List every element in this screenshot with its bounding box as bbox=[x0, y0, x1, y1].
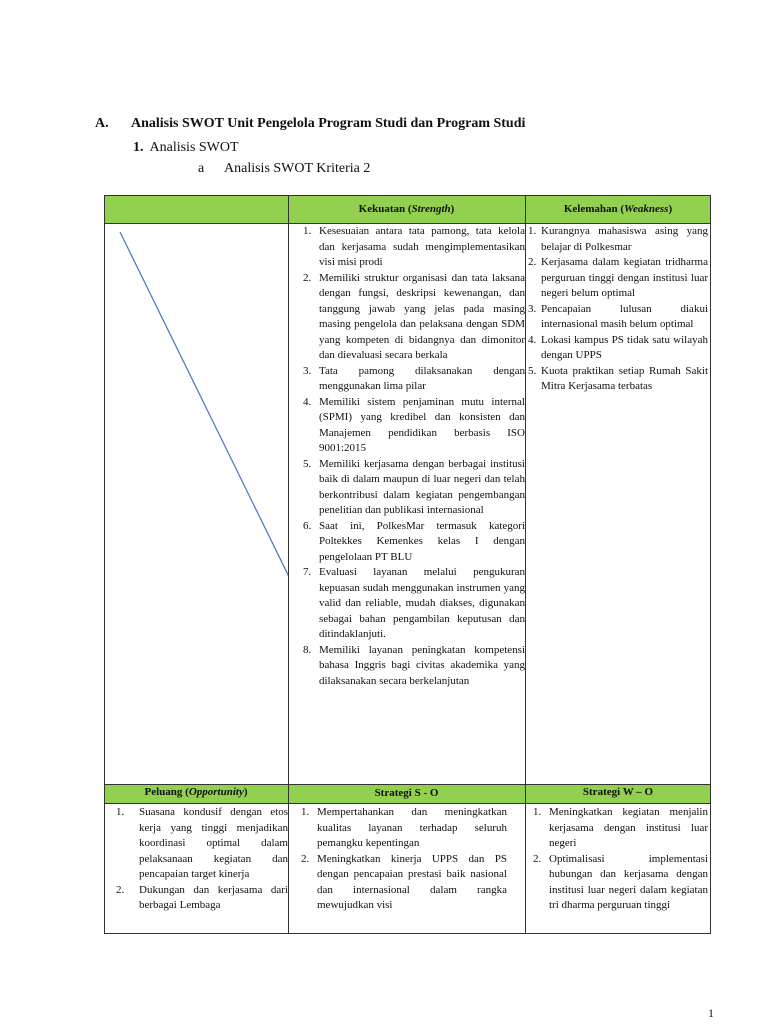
table-border-left bbox=[104, 195, 105, 934]
swot-table bbox=[104, 195, 711, 934]
list-item bbox=[526, 805, 708, 852]
strength-header-prefix: Kekuatan ( bbox=[358, 203, 412, 215]
list-item bbox=[291, 224, 525, 271]
list-item-number: 1. bbox=[533, 806, 542, 818]
list-item-number: 1. bbox=[301, 806, 310, 818]
list-item-number: 7. bbox=[303, 566, 312, 578]
subsubsection-heading bbox=[198, 161, 370, 177]
list-item-number: 2. bbox=[303, 271, 312, 284]
strength-header-suffix: ) bbox=[450, 203, 455, 215]
weakness-header-prefix: Kelemahan ( bbox=[563, 203, 625, 215]
section-number: A. bbox=[95, 116, 109, 131]
corner-header-cell bbox=[104, 195, 288, 223]
opportunity-header-suffix: ) bbox=[243, 786, 248, 798]
list-item-number: 8. bbox=[303, 643, 312, 656]
list-item-text: Memiliki layanan peningkatan kompetensi bahasa Inggris bagi civitas akademika yang dilaksanakan secara berkelanjutan bbox=[319, 643, 525, 687]
list-item-text: Memiliki sistem penjaminan mutu internal (SPMI) yang kredibel dan konsisten dan Manajemen pendidikan berbasis ISO 9001:2015 bbox=[319, 395, 525, 454]
opportunities-list bbox=[105, 805, 288, 914]
list-item-text: Saat ini, PolkesMar termasuk kategori Poltekkes Kemenkes kelas I dengan pengelolaan PT BLU bbox=[319, 519, 525, 563]
list-item-text: Tata pamong dilaksanakan dengan menggunakan lima pilar bbox=[319, 364, 525, 392]
opportunity-header bbox=[104, 784, 288, 803]
so-strategy-header-text: Strategi S - O bbox=[374, 787, 439, 799]
so-strategy-header bbox=[288, 784, 525, 803]
list-item-number: 1. bbox=[303, 225, 312, 237]
list-item bbox=[291, 395, 525, 457]
list-item bbox=[291, 643, 525, 690]
list-item-text: Meningkatkan kegiatan menjalin kerjasama dengan institusi luar negeri bbox=[549, 806, 708, 849]
weakness-header-italic: Weakness bbox=[624, 203, 669, 215]
list-item-number: 1. bbox=[528, 225, 537, 237]
opportunity-header-prefix: Peluang ( bbox=[144, 786, 189, 798]
list-item bbox=[291, 364, 525, 395]
list-item-number: 1. bbox=[116, 806, 125, 818]
subsubsection-number: a bbox=[198, 161, 205, 176]
list-item-text: Pencapaian lulusan diakui internasional masih belum optimal bbox=[541, 302, 708, 330]
list-item-text: Memiliki struktur organisasi dan tata laksana dengan fungsi, deskripsi kewenangan, dan tanggung jawab yang jelas pada masing masing pengelola dan pelaksana dengan SDM yang kompeten di bidangnya dan dimonitor dan dievaluasi secara berkala bbox=[319, 271, 525, 361]
list-item-text: Dukungan dan kerjasama dari berbagai Lembaga bbox=[139, 883, 288, 911]
list-item-number: 5. bbox=[528, 364, 537, 377]
table-rule bbox=[104, 784, 711, 785]
list-item bbox=[291, 271, 525, 364]
list-item-number: 2. bbox=[533, 852, 542, 865]
list-item bbox=[526, 333, 708, 364]
strengths-cell bbox=[289, 224, 525, 784]
wo-strategy-header bbox=[525, 784, 711, 803]
wo-strategies-list bbox=[526, 805, 708, 914]
list-item-text: Suasana kondusif dengan etos kerja yang tinggi menjadikan koordinasi optimal dalam pelaksanaan kegiatan dan pencapaian target kinerja bbox=[139, 806, 288, 880]
weakness-header-suffix: ) bbox=[668, 203, 673, 215]
list-item bbox=[289, 805, 507, 852]
page-number: 1 bbox=[708, 1006, 714, 1020]
table-border-bottom bbox=[104, 933, 711, 934]
list-item bbox=[526, 255, 708, 302]
list-item-number: 6. bbox=[303, 519, 312, 532]
subsection-heading bbox=[133, 140, 239, 156]
list-item-number: 5. bbox=[303, 457, 312, 470]
table-rule bbox=[104, 803, 711, 804]
list-item-text: Kesesuaian antara tata pamong, tata kelola dan kerjasama sudah mengimplementasikan visi misi prodi bbox=[319, 225, 525, 268]
table-column-rule bbox=[288, 195, 289, 934]
list-item-number: 2. bbox=[528, 256, 537, 268]
table-rule bbox=[104, 223, 711, 224]
wo-strategy-header-text: Strategi W – O bbox=[582, 786, 654, 798]
list-item bbox=[526, 852, 708, 914]
list-item-text: Kerjasama dalam kegiatan tridharma perguruan tinggi dengan institusi luar negeri belum optimal bbox=[541, 256, 708, 299]
list-item-text: Lokasi kampus PS tidak satu wilayah dengan UPPS bbox=[541, 333, 708, 361]
list-item bbox=[105, 805, 288, 883]
list-item-number: 4. bbox=[303, 395, 312, 408]
strengths-list bbox=[291, 224, 525, 689]
table-border-top bbox=[104, 195, 711, 196]
list-item-number: 2. bbox=[116, 883, 125, 896]
list-item bbox=[289, 852, 507, 914]
list-item-text: Mempertahankan dan meningkatkan kualitas layanan terhadap seluruh pemangku kepentingan bbox=[317, 806, 507, 849]
subsection-number: 1. bbox=[133, 140, 144, 155]
section-title: Analisis SWOT Unit Pengelola Program Studi dan Program Studi bbox=[131, 116, 526, 131]
so-strategies-list bbox=[289, 805, 507, 914]
list-item-text: Evaluasi layanan melalui pengukuran kepuasan sudah menggunakan instrumen yang valid dan reliable, mudah diakses, digunakan sebagai bahan pengambilan keputusan dan ditindaklanjuti. bbox=[319, 566, 525, 640]
weakness-header bbox=[525, 195, 711, 223]
list-item bbox=[291, 565, 525, 643]
list-item bbox=[526, 224, 708, 255]
list-item-number: 3. bbox=[528, 302, 537, 315]
list-item-text: Memiliki kerjasama dengan berbagai institusi baik di dalam maupun di luar negeri dan telah berkontribusi dalam kegiatan pengembangan penelitian dan publikasi internasional bbox=[319, 457, 525, 516]
subsection-title: Analisis SWOT bbox=[149, 140, 239, 155]
list-item bbox=[291, 519, 525, 566]
weaknesses-list bbox=[526, 224, 708, 395]
so-strategies-cell bbox=[289, 805, 507, 933]
section-heading bbox=[95, 116, 525, 132]
table-border-right bbox=[710, 195, 711, 934]
list-item bbox=[291, 457, 525, 519]
list-item-text: Meningkatkan kinerja UPPS dan PS dengan pencapaian prestasi baik nasional dan internasional dalam rangka mewujudkan visi bbox=[317, 852, 507, 911]
wo-strategies-cell bbox=[526, 805, 708, 933]
opportunities-cell bbox=[105, 805, 288, 933]
diagonal-line bbox=[104, 223, 288, 785]
opportunity-header-italic: Opportunity bbox=[188, 786, 244, 798]
list-item-number: 3. bbox=[303, 364, 312, 377]
strength-header bbox=[288, 195, 525, 223]
list-item-number: 2. bbox=[301, 852, 310, 865]
list-item bbox=[526, 364, 708, 395]
list-item bbox=[526, 302, 708, 333]
list-item-text: Kurangnya mahasiswa asing yang belajar di Polkesmar bbox=[541, 225, 708, 253]
list-item-text: Optimalisasi implementasi hubungan dan kerjasama dengan institusi luar negeri dalam kegiatan tri dharma perguruan tinggi bbox=[549, 852, 708, 911]
strength-header-italic: Strength bbox=[411, 203, 451, 215]
weaknesses-cell bbox=[526, 224, 708, 784]
list-item-number: 4. bbox=[528, 333, 537, 346]
list-item-text: Kuota praktikan setiap Rumah Sakit Mitra Kerjasama terbatas bbox=[541, 364, 708, 392]
list-item bbox=[105, 883, 288, 914]
subsubsection-title: Analisis SWOT Kriteria 2 bbox=[224, 161, 371, 176]
table-column-rule bbox=[525, 195, 526, 934]
